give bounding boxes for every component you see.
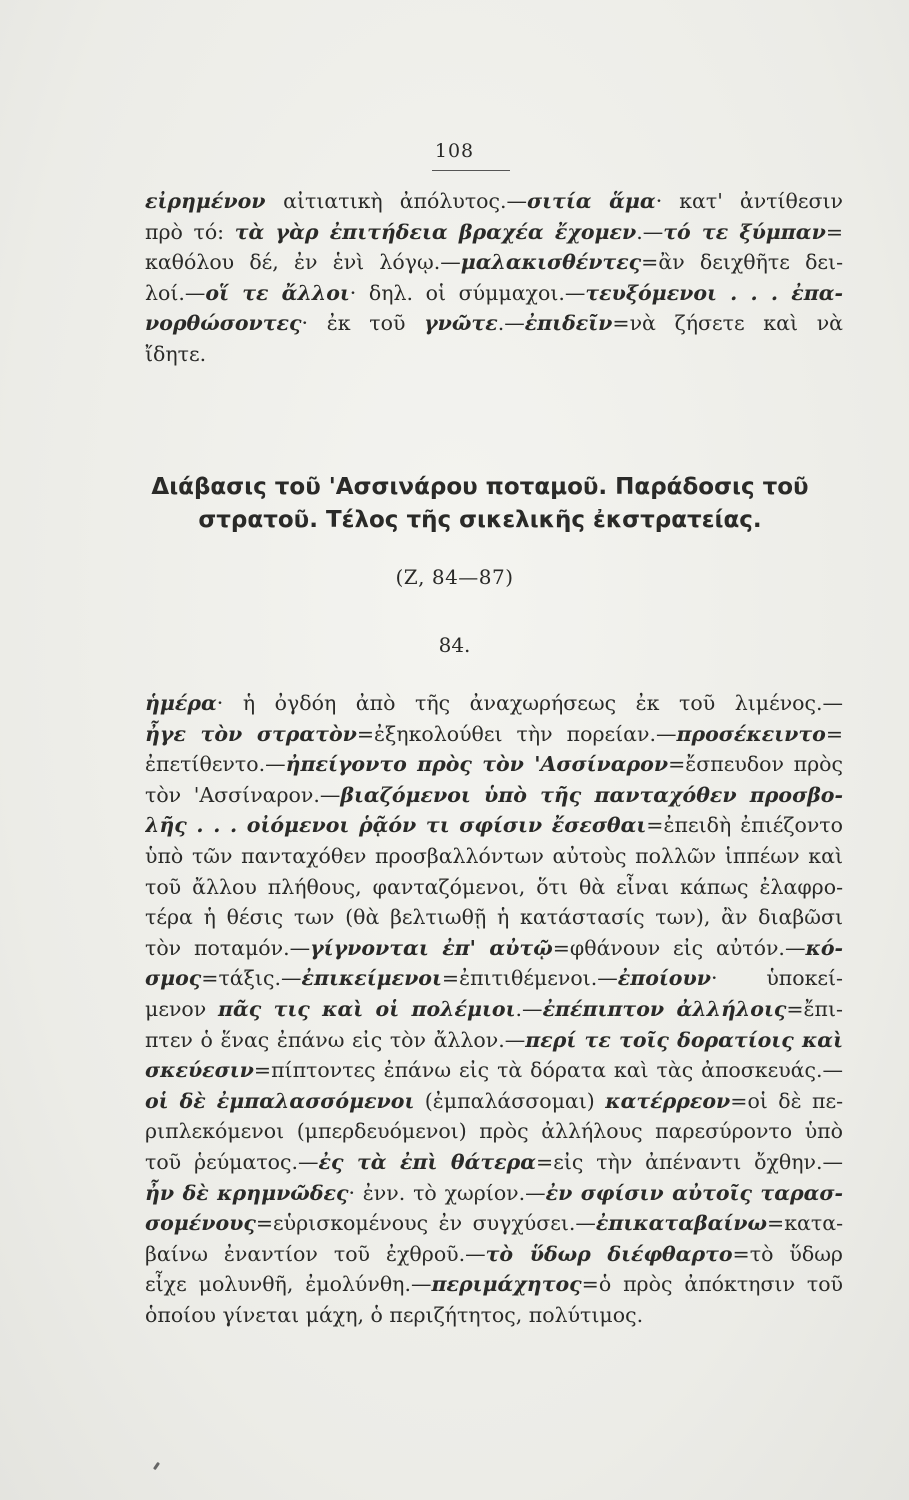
- text-line: [145, 308, 843, 339]
- text-line: [145, 902, 843, 933]
- gloss-text: =ἐπιτιθέμενοι.—: [441, 966, 618, 991]
- text-line: [145, 963, 843, 994]
- gloss-text: αἰτιατικὴ ἀπόλυτος.—: [283, 189, 528, 213]
- gloss-text: καθόλου δέ, ἐν ἑνὶ λόγῳ.—: [145, 250, 461, 275]
- gloss-text: μενον: [145, 996, 218, 1021]
- gloss-text: =: [825, 721, 843, 746]
- page-number-rule: [432, 170, 510, 171]
- gloss-text: =ἂν δειχθῆτε δει-: [641, 250, 843, 275]
- lemma-phrase: βιαζόμενοι ὑπὸ τῆς πανταχόθεν προσβο-: [340, 782, 843, 807]
- section-number: 84.: [438, 633, 471, 657]
- gloss-text: =τάξις.—: [201, 966, 302, 991]
- text-line: [145, 1178, 843, 1209]
- gloss-text: · κατ' ἀντίθεσιν: [655, 189, 843, 213]
- gloss-text: =: [825, 219, 843, 244]
- gloss-text: ὑπὸ τῶν πανταχόθεν προσβαλλόντων αὐτοὺς πολλῶν ἱππέων καὶ: [145, 843, 843, 868]
- gloss-text: =εἰς τὴν ἀπέναντι ὄχθην.—: [536, 1149, 843, 1174]
- text-line: [145, 339, 843, 370]
- lemma-phrase: ἠπείγοντο πρὸς τὸν 'Ασσίναρον: [285, 752, 669, 777]
- gloss-text: =ἔσπευδον πρὸς: [668, 752, 843, 777]
- gloss-text: =κατα-: [767, 1211, 843, 1236]
- text-line: [145, 186, 843, 217]
- gloss-text: =ἔπι-: [786, 996, 843, 1021]
- gloss-text: .—: [515, 996, 543, 1021]
- lemma-phrase: ἦγε τὸν στρατὸν: [145, 721, 357, 746]
- gloss-text: τὸν 'Ασσίναρον.—: [145, 782, 341, 807]
- text-line: [145, 933, 843, 964]
- lemma-phrase: εἰρημένον: [145, 189, 284, 213]
- text-line: [145, 217, 843, 248]
- lemma-phrase: ἦν δὲ κρημνῶδες: [145, 1180, 349, 1205]
- gloss-text: ὁποίου γίνεται μάχη, ὁ περιζήτητος, πολύτιμος.: [145, 1302, 644, 1327]
- lemma-phrase: σιτία ἅμα: [527, 189, 656, 213]
- lemma-phrase: οἵ τε ἄλλοι: [205, 280, 350, 305]
- lemma-phrase: ἐς τὰ ἐπὶ θάτερα: [318, 1149, 537, 1174]
- gloss-text: · ἡ ὀγδόη ἀπὸ τῆς ἀναχωρήσεως ἐκ τοῦ λιμένος.—: [216, 691, 843, 715]
- gloss-text: =εὑρισκομένους ἐν συγχύσει.—: [255, 1211, 596, 1236]
- text-line: [145, 1086, 843, 1117]
- gloss-text: =τὸ ὕδωρ: [732, 1241, 843, 1266]
- text-line: [145, 1116, 843, 1147]
- text-line: [145, 688, 843, 719]
- text-line: [145, 841, 843, 872]
- text-line: [145, 719, 843, 750]
- lemma-phrase: κατέρρεον: [605, 1088, 731, 1113]
- text-line: [145, 278, 843, 309]
- lemma-phrase: πᾶς τις καὶ οἱ πολέμιοι: [217, 996, 516, 1021]
- gloss-text: · ὑποκεί-: [710, 966, 843, 991]
- gloss-text: τοῦ ῥεύματος.—: [145, 1149, 319, 1174]
- lemma-phrase: σομένους: [145, 1211, 256, 1236]
- gloss-text: ἴδητε.: [145, 341, 207, 366]
- text-line: [145, 994, 843, 1025]
- lemma-phrase: ἐπικαταβαίνω: [595, 1211, 768, 1236]
- lemma-phrase: σμος: [145, 966, 202, 991]
- section-heading-line-2: στρατοῦ. Τέλος τῆς σικελικῆς ἐκστρατείας.: [198, 507, 762, 533]
- lemma-phrase: γνῶτε: [424, 311, 498, 336]
- commentary-continued: [145, 186, 843, 370]
- text-line: [145, 1300, 843, 1331]
- gloss-text: =ἐξηκολούθει τὴν πορείαν.—: [356, 721, 677, 746]
- lemma-phrase: κό-: [805, 935, 843, 960]
- text-line: [145, 247, 843, 278]
- gloss-text: ἐπετίθεντο.—: [145, 752, 286, 777]
- lemma-phrase: ἐπιδεῖν: [524, 311, 613, 336]
- gloss-text: =ὁ πρὸς ἀπόκτησιν τοῦ: [581, 1272, 843, 1297]
- gloss-text: τοῦ ἄλλου πλήθους, φανταζόμενοι, ὅτι θὰ εἶναι κάπως ἐλαφρο-: [145, 874, 843, 899]
- gloss-text: τὸν ποταμόν.—: [145, 935, 311, 960]
- gloss-text: =φθάνουν εἰς αὐτόν.—: [552, 935, 806, 960]
- lemma-phrase: ἐπέπιπτον ἀλλήλοις: [542, 996, 787, 1021]
- lemma-phrase: νορθώσοντες: [145, 311, 302, 336]
- text-line: [145, 749, 843, 780]
- gloss-text: =πίπτοντες ἐπάνω εἰς τὰ δόρατα καὶ τὰς ἀποσκευάς.—: [253, 1058, 843, 1083]
- gloss-text: · ἐνν. τὸ χωρίον.—: [348, 1180, 546, 1205]
- lemma-phrase: τὸ ὕδωρ διέφθαρτο: [485, 1241, 733, 1266]
- gloss-text: .—: [636, 219, 664, 244]
- gloss-text: ριπλεκόμενοι (μπερδευόμενοι) πρὸς ἀλλήλους παρεσύροντο ὑπὸ: [145, 1119, 843, 1144]
- lemma-phrase: περιμάχητος: [431, 1272, 582, 1297]
- lemma-phrase: τό τε ξύμπαν: [663, 219, 826, 244]
- gloss-text: · ἐκ τοῦ: [301, 311, 425, 336]
- lemma-phrase: προσέκειντο: [676, 721, 826, 746]
- text-line: [145, 1055, 843, 1086]
- text-line: [145, 780, 843, 811]
- text-line: [145, 1269, 843, 1300]
- lemma-phrase: τευξόμενοι . . . ἐπα-: [585, 280, 843, 305]
- lemma-phrase: λῆς . . . οἰόμενοι ῥᾷόν τι σφίσιν ἔσεσθαι: [145, 813, 647, 838]
- gloss-text: λοί.—: [145, 280, 206, 305]
- text-line: [145, 810, 843, 841]
- gloss-text: · δηλ. οἱ σύμμαχοι.—: [349, 280, 586, 305]
- gloss-text: βαίνω ἐναντίον τοῦ ἐχθροῦ.—: [145, 1241, 486, 1266]
- lemma-phrase: μαλακισθέντες: [460, 250, 642, 275]
- gloss-text: =νὰ ζήσετε καὶ νὰ: [612, 311, 843, 336]
- gloss-text: =ἐπειδὴ ἐπιέζοντο: [646, 813, 843, 838]
- lemma-phrase: περί τε τοῖς δορατίοις καὶ: [525, 1027, 843, 1052]
- text-line: [145, 1147, 843, 1178]
- gloss-text: =οἱ δὲ πε-: [730, 1088, 843, 1113]
- lemma-phrase: σκεύεσιν: [145, 1058, 254, 1083]
- text-line: [145, 872, 843, 903]
- gloss-text: εἶχε μολυνθῆ, ἐμολύνθη.—: [145, 1272, 432, 1297]
- gloss-text: πτεν ὁ ἕνας ἐπάνω εἰς τὸν ἄλλον.—: [145, 1027, 526, 1052]
- gloss-text: (ἐμπαλάσσομαι): [414, 1088, 606, 1113]
- commentary-section-84: [145, 688, 843, 1330]
- ink-speck: [153, 1462, 160, 1470]
- gloss-text: πρὸ τό:: [145, 219, 235, 244]
- text-line: [145, 1208, 843, 1239]
- lemma-phrase: ἐν σφίσιν αὐτοῖς ταρασ-: [545, 1180, 843, 1205]
- section-heading-line-1: Διάβασις τοῦ 'Ασσινάρου ποταμοῦ. Παράδοσις τοῦ: [151, 474, 809, 500]
- gloss-text: τέρα ἡ θέσις των (θὰ βελτιωθῇ ἡ κατάστασίς των), ἂν διαβῶσι: [145, 905, 843, 930]
- lemma-phrase: ἐπικείμενοι: [301, 966, 442, 991]
- text-line: [145, 1025, 843, 1056]
- lemma-phrase: οἱ δὲ ἐμπαλασσόμενοι: [145, 1088, 415, 1113]
- text-line: [145, 1239, 843, 1270]
- lemma-phrase: ἐποίουν: [617, 966, 711, 991]
- lemma-phrase: γίγνονται ἐπ' αὐτῷ: [310, 935, 553, 960]
- chapter-reference: (Ζ, 84—87): [395, 565, 514, 589]
- gloss-text: .—: [497, 311, 525, 336]
- lemma-phrase: ἡμέρα: [145, 691, 217, 715]
- page-number: 108: [434, 140, 475, 162]
- lemma-phrase: τὰ γὰρ ἐπιτήδεια βραχέα ἔχομεν: [234, 219, 637, 244]
